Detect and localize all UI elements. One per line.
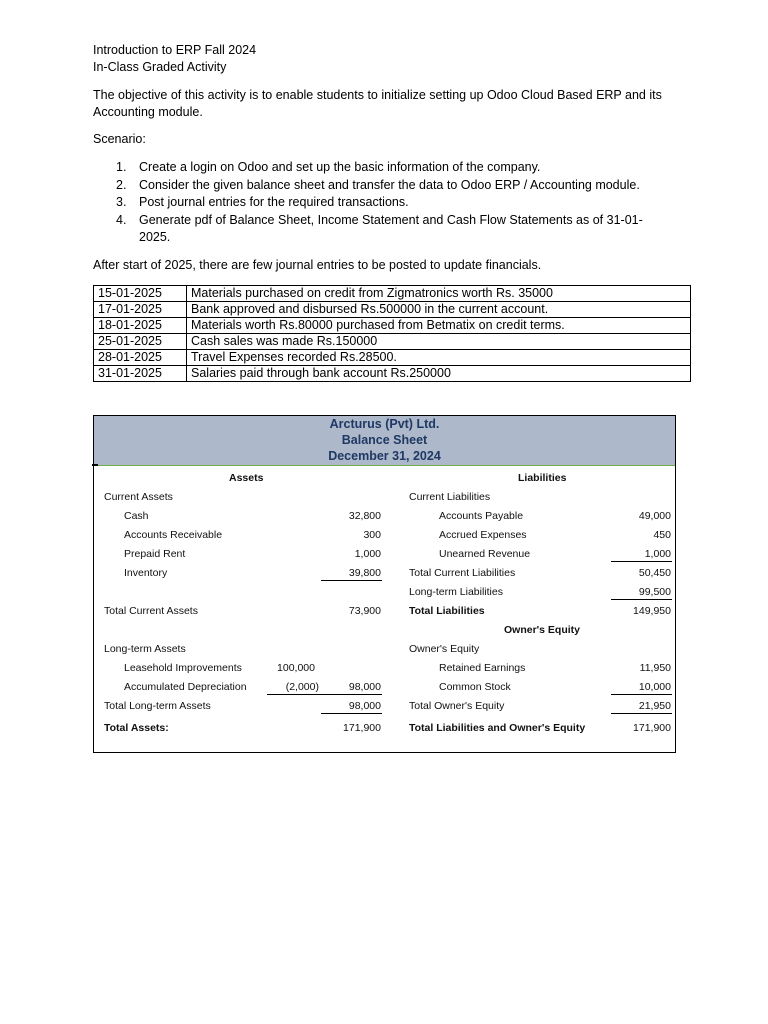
statement-date: December 31, 2024 — [328, 449, 441, 463]
accounts-receivable-label: Accounts Receivable — [124, 529, 223, 541]
entry-description: Salaries paid through bank account Rs.250000 — [187, 366, 691, 382]
leasehold-label: Leasehold Improvements — [124, 662, 242, 674]
current-assets-label: Current Assets — [104, 491, 173, 503]
statement-title: Balance Sheet — [341, 433, 428, 447]
underline — [321, 580, 382, 581]
total-current-liabilities-label: Total Current Liabilities — [409, 567, 516, 579]
entry-date: 18-01-2025 — [94, 318, 187, 334]
total-assets-value: 171,900 — [343, 722, 381, 734]
table-row — [94, 302, 691, 318]
entry-description: Materials purchased on credit from Zigmatronics worth Rs. 35000 — [187, 286, 691, 302]
task-item: 3. Post journal entries for the required transactions. — [116, 195, 409, 209]
total-current-assets-label: Total Current Assets — [104, 605, 198, 617]
accumulated-depreciation-label: Accumulated Depreciation — [124, 681, 247, 693]
underline — [611, 694, 672, 695]
task-item: 4. Generate pdf of Balance Sheet, Income Statement and Cash Flow Statements as of 31-01-2025. — [116, 212, 643, 244]
entry-description: Travel Expenses recorded Rs.28500. — [187, 350, 691, 366]
accrued-expenses-label: Accrued Expenses — [439, 529, 527, 541]
prepaid-rent-label: Prepaid Rent — [124, 548, 186, 560]
underline — [611, 561, 672, 562]
table-row — [94, 286, 691, 302]
common-stock-label: Common Stock — [439, 681, 511, 693]
long-term-liabilities-label: Long-term Liabilities — [409, 586, 503, 598]
total-current-assets-value: 73,900 — [348, 605, 381, 617]
table-row — [94, 334, 691, 350]
balance-sheet-header — [94, 416, 675, 466]
assets-heading: Assets — [229, 472, 264, 484]
table-row — [94, 318, 691, 334]
net-long-term-value: 98,000 — [348, 681, 381, 693]
current-liabilities-label: Current Liabilities — [409, 491, 491, 503]
objective-paragraph: The objective of this activity is to enable students to initialize setting up Odoo Cloud Based ERP and its Accounting module. — [93, 88, 662, 119]
common-stock-value: 10,000 — [638, 681, 671, 693]
document-header — [93, 42, 673, 76]
accounts-payable-value: 49,000 — [638, 510, 671, 522]
total-liabilities-label: Total Liabilities — [409, 605, 485, 617]
task-item: 2. Consider the given balance sheet and transfer the data to Odoo ERP / Accounting module. — [116, 177, 640, 192]
accounts-payable-label: Accounts Payable — [439, 510, 524, 522]
accounts-receivable-value: 300 — [363, 529, 381, 541]
liabilities-heading: Liabilities — [518, 472, 567, 484]
entry-date: 15-01-2025 — [94, 286, 187, 302]
underline — [611, 713, 672, 714]
retained-earnings-value: 11,950 — [639, 662, 671, 674]
owners-equity-label: Owner's Equity — [409, 643, 480, 655]
corner-mark — [92, 464, 98, 466]
inventory-value: 39,800 — [348, 567, 381, 579]
table-row — [94, 366, 691, 382]
leasehold-value: 100,000 — [277, 662, 315, 674]
total-current-liabilities-value: 50,450 — [638, 567, 671, 579]
equity-heading: Owner's Equity — [504, 624, 581, 636]
underline — [321, 713, 382, 714]
retained-earnings-label: Retained Earnings — [439, 662, 526, 674]
task-list — [93, 159, 668, 247]
total-liabilities-value: 149,950 — [633, 605, 671, 617]
scenario-label: Scenario: — [93, 132, 146, 146]
total-owners-equity-value: 21,950 — [638, 700, 671, 712]
total-owners-equity-label: Total Owner's Equity — [409, 700, 505, 712]
underline — [611, 599, 672, 600]
inventory-label: Inventory — [124, 567, 168, 579]
cash-value: 32,800 — [348, 510, 381, 522]
unearned-revenue-label: Unearned Revenue — [439, 548, 531, 560]
unearned-revenue-value: 1,000 — [644, 548, 671, 560]
total-assets-label: Total Assets: — [104, 722, 169, 734]
course-title: Introduction to ERP Fall 2024 — [93, 43, 257, 57]
task-item: 1. Create a login on Odoo and set up the basic information of the company. — [116, 160, 541, 174]
entry-description: Cash sales was made Rs.150000 — [187, 334, 691, 350]
underline — [267, 694, 321, 695]
entry-description: Materials worth Rs.80000 purchased from Betmatix on credit terms. — [187, 318, 691, 334]
total-liabilities-equity-label: Total Liabilities and Owner's Equity — [409, 722, 586, 734]
activity-title: In-Class Graded Activity — [93, 60, 227, 74]
accrued-expenses-value: 450 — [653, 529, 671, 541]
accumulated-depreciation-value: (2,000) — [285, 681, 319, 693]
total-long-term-assets-label: Total Long-term Assets — [104, 700, 211, 712]
entry-date: 25-01-2025 — [94, 334, 187, 350]
total-liabilities-equity-value: 171,900 — [633, 722, 671, 734]
cash-label: Cash — [124, 510, 149, 522]
prepaid-rent-value: 1,000 — [354, 548, 381, 560]
balance-sheet-image — [93, 415, 676, 753]
entry-date: 28-01-2025 — [94, 350, 187, 366]
journal-entries-table — [93, 285, 691, 382]
entry-description: Bank approved and disbursed Rs.500000 in the current account. — [187, 302, 691, 318]
company-name: Arcturus (Pvt) Ltd. — [329, 417, 440, 431]
underline — [321, 694, 382, 695]
total-long-term-assets-value: 98,000 — [348, 700, 381, 712]
table-row — [94, 350, 691, 366]
entry-date: 31-01-2025 — [94, 366, 187, 382]
long-term-liabilities-value: 99,500 — [638, 586, 671, 598]
entry-date: 17-01-2025 — [94, 302, 187, 318]
long-term-assets-label: Long-term Assets — [104, 643, 186, 655]
after-paragraph: After start of 2025, there are few journal entries to be posted to update financials. — [93, 258, 542, 272]
